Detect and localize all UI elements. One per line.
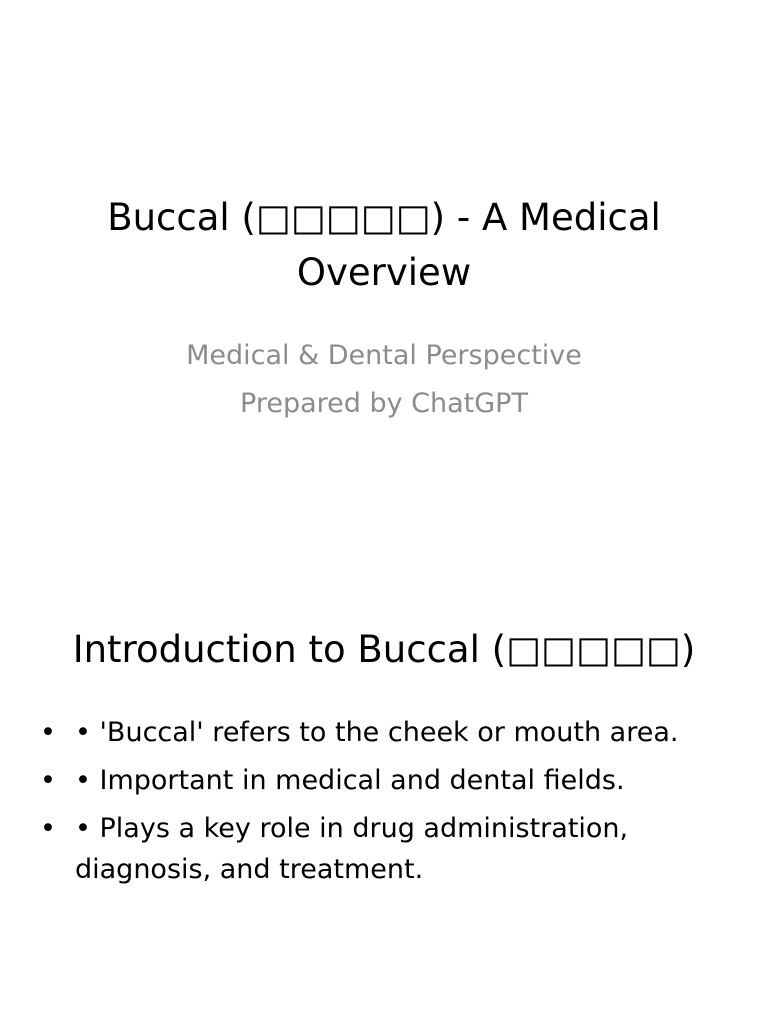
bullet-text: • Plays a key role in drug administration, diagnosis, and treatment.: [75, 813, 629, 885]
subtitle-line: Prepared by ChatGPT: [240, 388, 528, 419]
slide-title: Introduction to Buccal (□□□□□): [72, 628, 696, 671]
list-item: [40, 760, 728, 801]
slide-subtitle: [40, 332, 728, 428]
bullet-marker: •: [40, 813, 56, 844]
content-slide: [0, 512, 768, 1024]
bullet-marker: •: [40, 765, 56, 796]
subtitle-line: Medical & Dental Perspective: [186, 340, 582, 371]
bullet-list: [40, 712, 728, 897]
bullet-text: • 'Buccal' refers to the cheek or mouth area.: [75, 717, 679, 748]
bullet-text: • Important in medical and dental fields.: [75, 765, 625, 796]
list-item: [40, 712, 728, 753]
slide-title: Buccal (□□□□□) - A Medical Overview: [107, 196, 661, 294]
list-item: [40, 808, 728, 890]
bullet-marker: •: [40, 717, 56, 748]
